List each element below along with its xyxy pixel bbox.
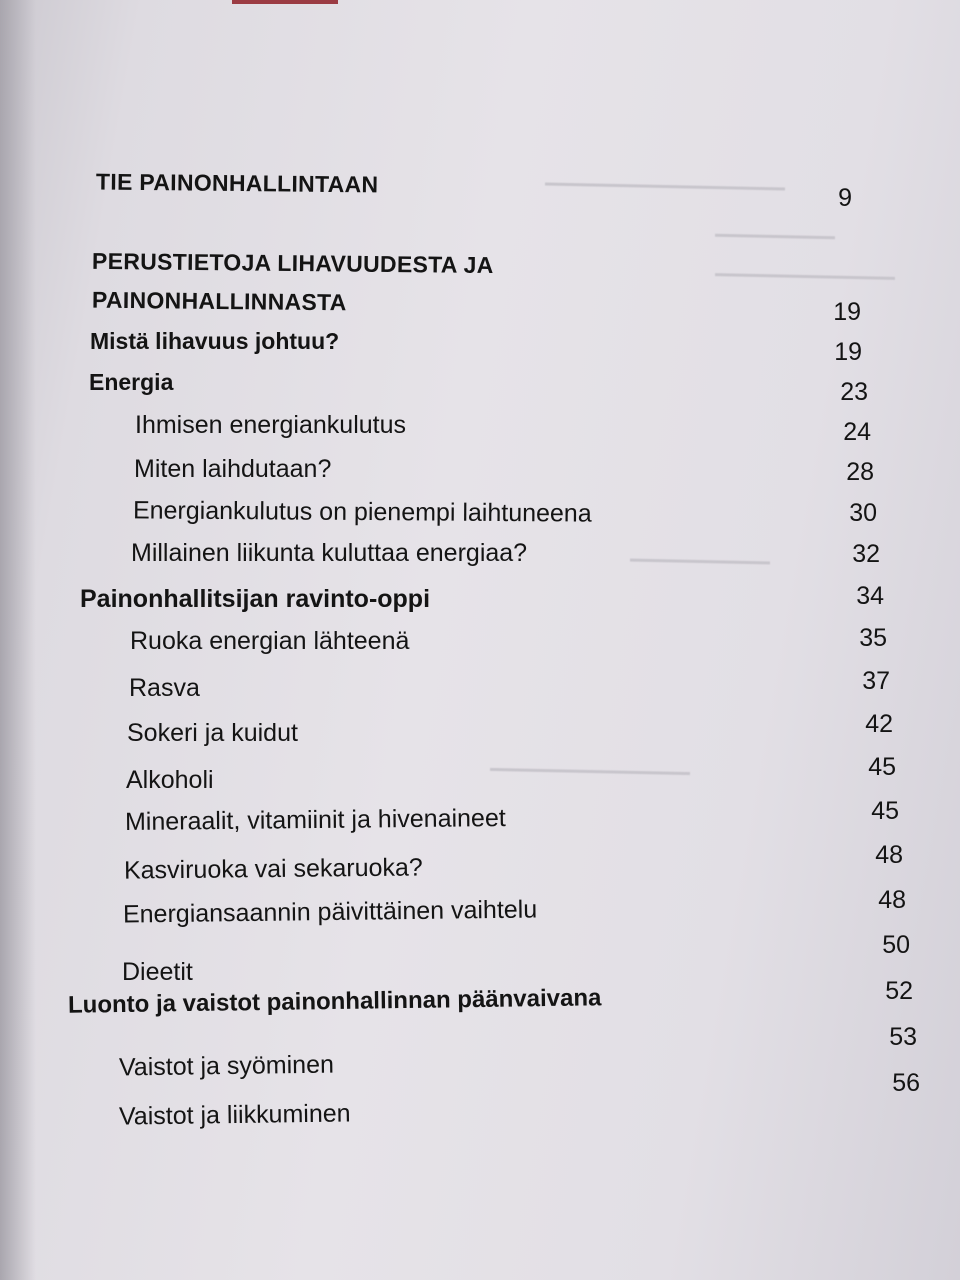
toc-entry-title: Dieetit (122, 958, 193, 986)
toc-entry-title: Sokeri ja kuidut (127, 719, 298, 747)
toc-entry-page: 35 (859, 624, 887, 652)
toc-entry-page: 52 (885, 977, 913, 1005)
toc-entry-title: Vaistot ja syöminen (118, 1050, 335, 1082)
toc-entry-title: Mineraalit, vitamiinit ja hivenaineet (124, 804, 506, 836)
toc-entry-page: 23 (840, 378, 868, 406)
toc-entry-page: 9 (838, 184, 852, 212)
toc-entry-page: 19 (834, 338, 862, 366)
toc-entry-page: 56 (892, 1069, 920, 1097)
toc-entry-page: 50 (882, 931, 910, 959)
toc-entry-title: Energia (89, 369, 174, 395)
toc-entry-page: 42 (865, 710, 893, 738)
toc-entry-title: PAINONHALLINNASTA (91, 286, 347, 316)
toc-entry-title: Ruoka energian lähteenä (130, 627, 410, 655)
toc-entry-title: Energiankulutus on pienempi laihtuneena (132, 496, 592, 528)
toc-entry-page: 19 (833, 298, 861, 326)
toc-entry-title: Mistä lihavuus johtuu? (90, 328, 340, 354)
toc-entry-title: TIE PAINONHALLINTAAN (95, 168, 379, 198)
toc-entry-page: 45 (868, 753, 896, 781)
toc-entry-page: 28 (846, 458, 874, 486)
toc-entry-title: Rasva (129, 674, 200, 702)
toc-entry-title: Energiansaannin päivittäinen vaihtelu (122, 895, 538, 929)
toc-entry-page: 37 (862, 667, 890, 695)
toc-entry-title: PERUSTIETOJA LIHAVUUDESTA JA (91, 247, 494, 279)
toc-entry-page: 32 (852, 540, 880, 568)
toc-entry-title: Alkoholi (126, 766, 214, 794)
toc-entry-title: Luonto ja vaistot painonhallinnan päänvaivana (67, 984, 602, 1019)
toc-entry-page: 48 (875, 841, 903, 869)
toc-entry-page: 24 (843, 418, 871, 446)
toc-entry-page: 48 (878, 886, 906, 914)
toc-entry-title: Ihmisen energiankulutus (135, 411, 406, 439)
toc-entry-title: Painonhallitsijan ravinto-oppi (80, 585, 431, 613)
toc-entry-page: 53 (889, 1023, 917, 1051)
toc-entry-title: Millainen liikunta kuluttaa energiaa? (131, 539, 528, 567)
toc-entry-page: 34 (856, 582, 884, 610)
toc-entry-title: Miten laihdutaan? (134, 455, 332, 483)
toc-entry-title: Vaistot ja liikkuminen (118, 1099, 351, 1131)
toc-entry-page: 30 (849, 499, 877, 527)
toc-entry-title: Kasviruoka vai sekaruoka? (123, 853, 423, 885)
toc-entry-page: 45 (871, 797, 899, 825)
